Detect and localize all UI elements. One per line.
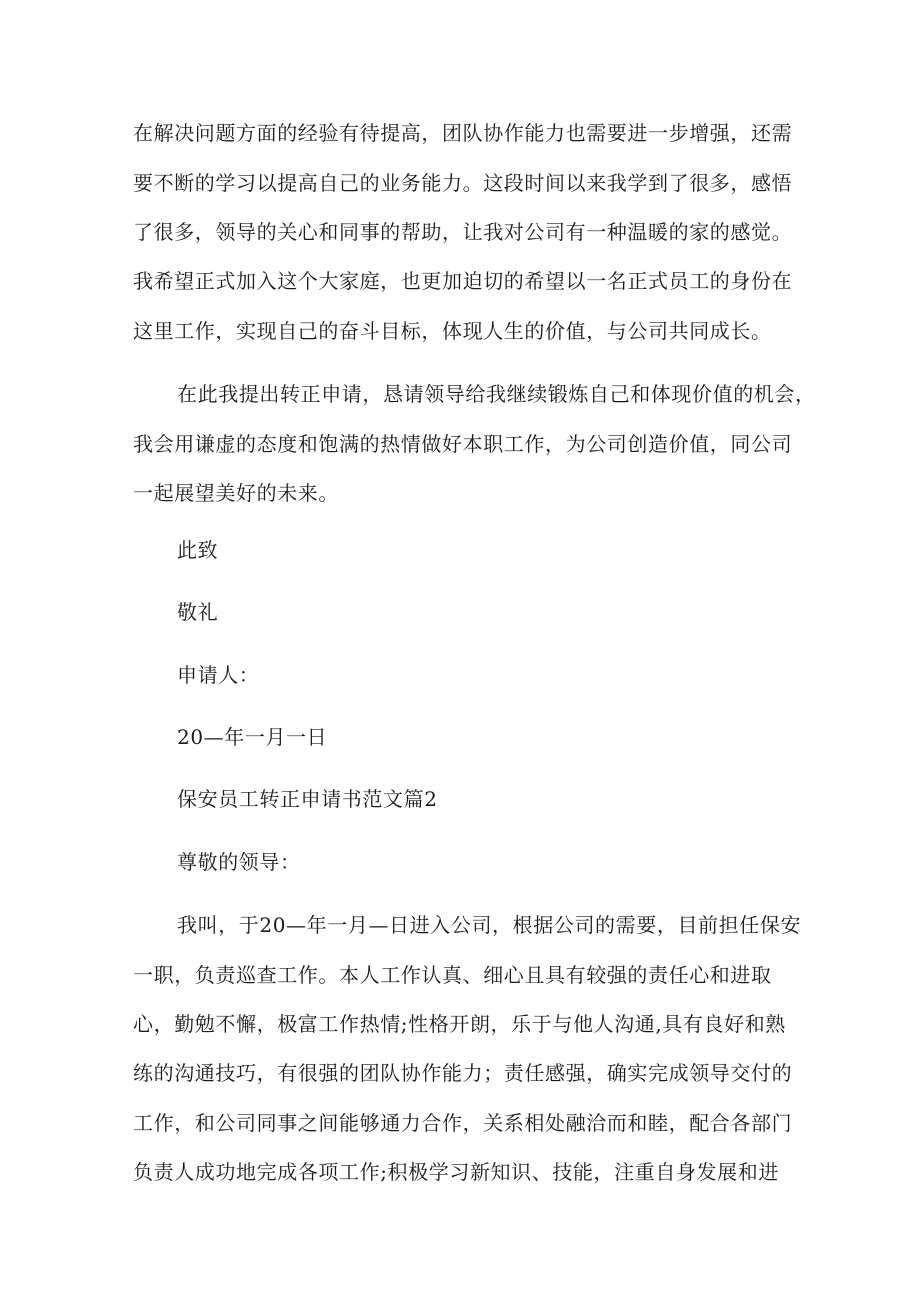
section-heading: 保安员工转正申请书范文篇2 bbox=[177, 787, 438, 811]
applicant-label: 申请人： bbox=[177, 663, 260, 687]
paragraph-3-line-3: 心，勤勉不懈，极富工作热情;性格开朗，乐于与他人沟通,具有良好和熟 bbox=[133, 1012, 786, 1036]
paragraph-3-line-4: 练的沟通技巧，有很强的团队协作能力；责任感强，确实完成领导交付的 bbox=[133, 1061, 793, 1085]
greeting-line: 尊敬的领导： bbox=[177, 850, 301, 874]
paragraph-3-line-1: 我叫，于20—年一月—日进入公司，根据公司的需要，目前担任保安 bbox=[177, 913, 802, 937]
paragraph-3-line-6: 负责人成功地完成各项工作;积极学习新知识、技能，注重自身发展和进 bbox=[133, 1160, 779, 1184]
paragraph-3-line-5: 工作，和公司同事之间能够通力合作，关系相处融洽而和睦，配合各部门 bbox=[133, 1111, 793, 1135]
paragraph-2-line-1: 在此我提出转正申请，恳请领导给我继续锻炼自己和体现价值的机会， bbox=[177, 382, 816, 406]
paragraph-1-line-5: 这里工作，实现自己的奋斗目标，体现人生的价值，与公司共同成长。 bbox=[133, 319, 772, 343]
date-line: 20—年一月一日 bbox=[177, 725, 328, 749]
paragraph-2-line-2: 我会用谦虚的态度和饱满的热情做好本职工作，为公司创造价值，同公司 bbox=[133, 432, 793, 456]
paragraph-1-line-3: 了很多，领导的关心和同事的帮助，让我对公司有一种温暖的家的感觉。 bbox=[133, 220, 793, 244]
paragraph-1-line-4: 我希望正式加入这个大家庭，也更加迫切的希望以一名正式员工的身份在 bbox=[133, 269, 793, 293]
paragraph-3-line-2: 一职，负责巡查工作。本人工作认真、细心且具有较强的责任心和进取 bbox=[133, 963, 772, 987]
paragraph-2-line-3: 一起展望美好的未来。 bbox=[133, 481, 339, 505]
closing-regards: 敬礼 bbox=[177, 600, 219, 624]
paragraph-1-line-1: 在解决问题方面的经验有待提高，团队协作能力也需要进一步增强，还需 bbox=[133, 121, 793, 145]
closing-salutation: 此致 bbox=[177, 538, 219, 562]
paragraph-1-line-2: 要不断的学习以提高自己的业务能力。这段时间以来我学到了很多，感悟 bbox=[133, 171, 793, 195]
